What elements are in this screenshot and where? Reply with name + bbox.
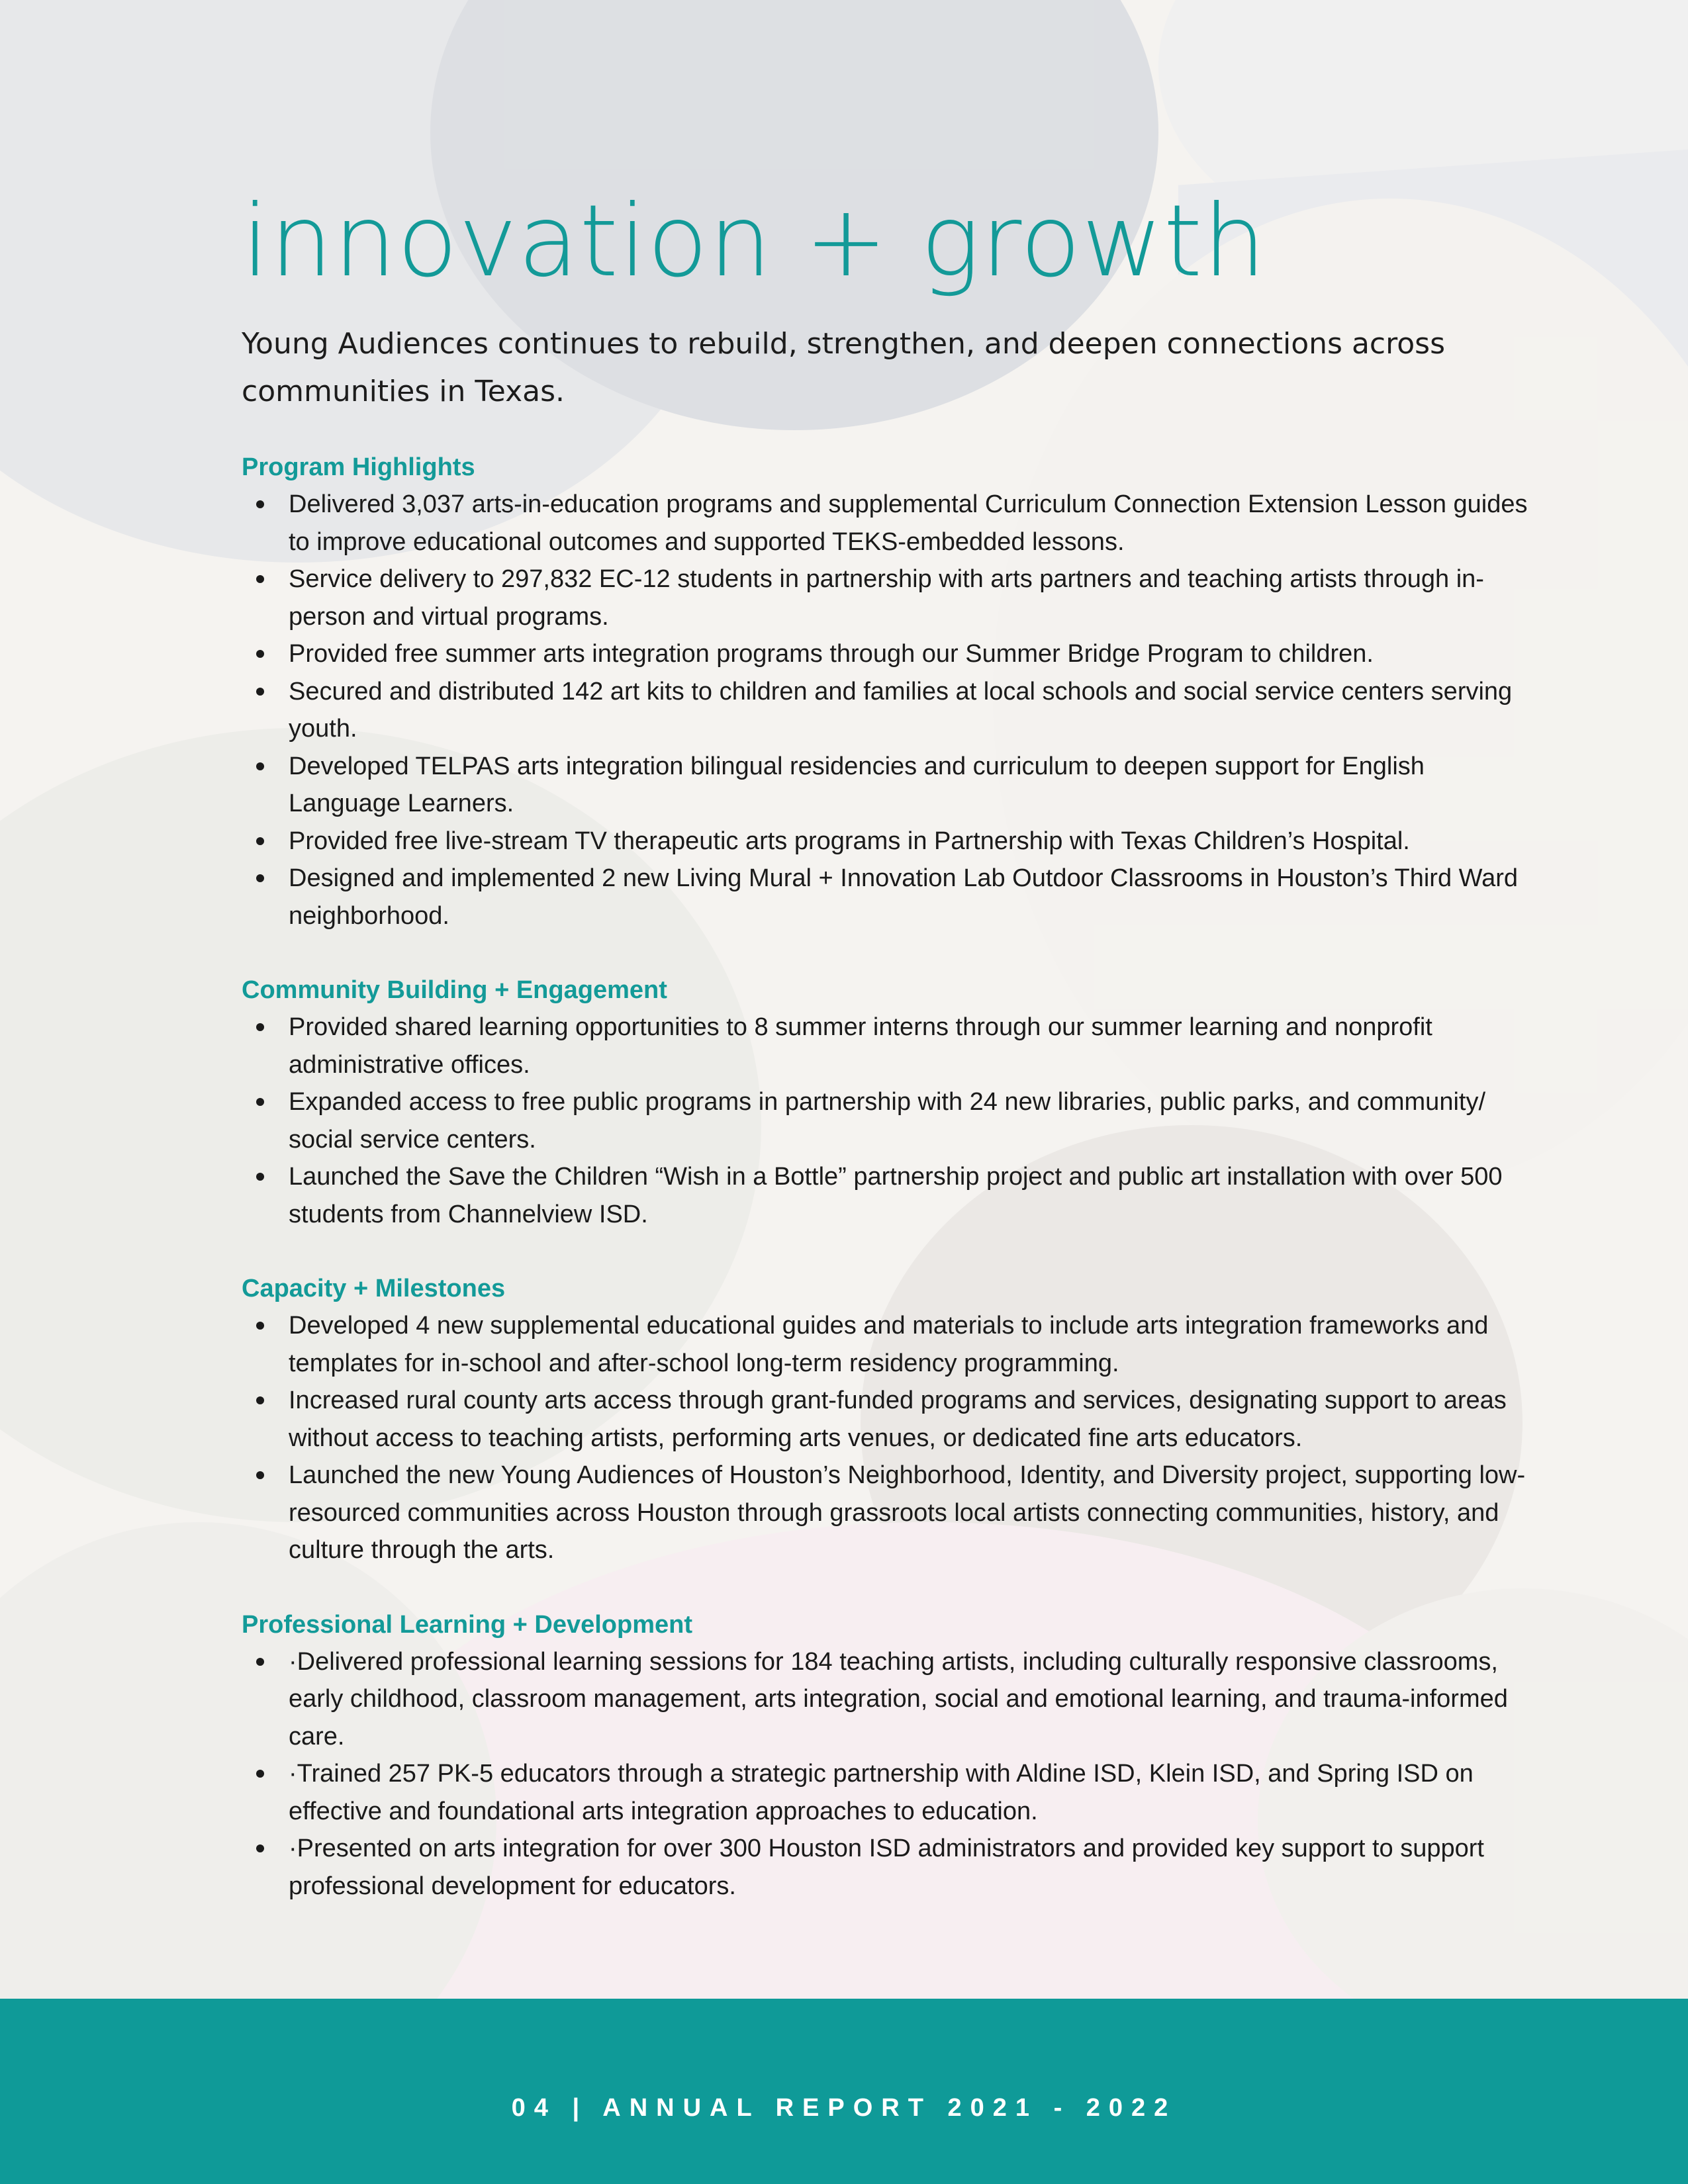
list-item: Secured and distributed 142 art kits to children and families at local schools and social service centers serving youth. <box>242 673 1532 748</box>
list-item: Increased rural county arts access through grant-funded programs and services, designating support to areas without access to teaching artists, performing arts venues, or dedicated fine arts educators. <box>242 1382 1532 1457</box>
page-content <box>242 172 1532 1905</box>
list-item: Expanded access to free public programs in partnership with 24 new libraries, public parks, and community/ social service centers. <box>242 1083 1532 1158</box>
list-item: Provided free summer arts integration programs through our Summer Bridge Program to children. <box>242 635 1532 673</box>
intro-paragraph: Young Audiences continues to rebuild, strengthen, and deepen connections across communities in Texas. <box>242 327 1446 408</box>
section-heading: Community Building + Engagement <box>242 976 667 1004</box>
sections-container <box>242 449 1532 1905</box>
list-item: Delivered 3,037 arts-in-education programs and supplemental Curriculum Connection Extension Lesson guides to improve educational outcomes and supported TEKS-embedded lessons. <box>242 486 1532 561</box>
list-item: Provided shared learning opportunities to 8 summer interns through our summer learning and nonprofit administrative offices. <box>242 1009 1532 1083</box>
bullet-list <box>242 1307 1532 1569</box>
list-item: Service delivery to 297,832 EC-12 students in partnership with arts partners and teaching artists through in-person and virtual programs. <box>242 561 1532 635</box>
section-heading: Capacity + Milestones <box>242 1275 506 1302</box>
section-heading: Professional Learning + Development <box>242 1610 693 1639</box>
section-heading: Program Highlights <box>242 453 475 481</box>
list-item: Launched the new Young Audiences of Houston’s Neighborhood, Identity, and Diversity project, supporting low-resourced communities across Houston through grassroots local artists connecting communities, history, and culture through the arts. <box>242 1457 1532 1569</box>
list-item: ·Delivered professional learning sessions for 184 teaching artists, including culturally responsive classrooms, early childhood, classroom management, arts integration, social and emotional learning, and trauma-informed care. <box>242 1643 1532 1756</box>
bullet-list <box>242 1009 1532 1233</box>
footer-band <box>0 1999 1688 2184</box>
list-item: Developed 4 new supplemental educational guides and materials to include arts integration frameworks and templates for in-school and after-school long-term residency programming. <box>242 1307 1532 1382</box>
list-item: Designed and implemented 2 new Living Mural + Innovation Lab Outdoor Classrooms in Houston’s Third Ward neighborhood. <box>242 860 1532 934</box>
list-item: Developed TELPAS arts integration bilingual residencies and curriculum to deepen support for English Language Learners. <box>242 748 1532 823</box>
footer-text: 04 | ANNUAL REPORT 2021 - 2022 <box>511 2093 1177 2122</box>
list-item: ·Trained 257 PK-5 educators through a strategic partnership with Aldine ISD, Klein ISD, and Spring ISD on effective and foundational arts integration approaches to education. <box>242 1755 1532 1830</box>
list-item: Provided free live-stream TV therapeutic arts programs in Partnership with Texas Children’s Hospital. <box>242 823 1532 860</box>
list-item: Launched the Save the Children “Wish in a Bottle” partnership project and public art installation with over 500 students from Channelview ISD. <box>242 1158 1532 1233</box>
page-title: innovation + growth <box>242 184 1267 299</box>
list-item: ·Presented on arts integration for over 300 Houston ISD administrators and provided key support to support professional development for educators. <box>242 1830 1532 1905</box>
bullet-list <box>242 1643 1532 1905</box>
bullet-list <box>242 486 1532 934</box>
